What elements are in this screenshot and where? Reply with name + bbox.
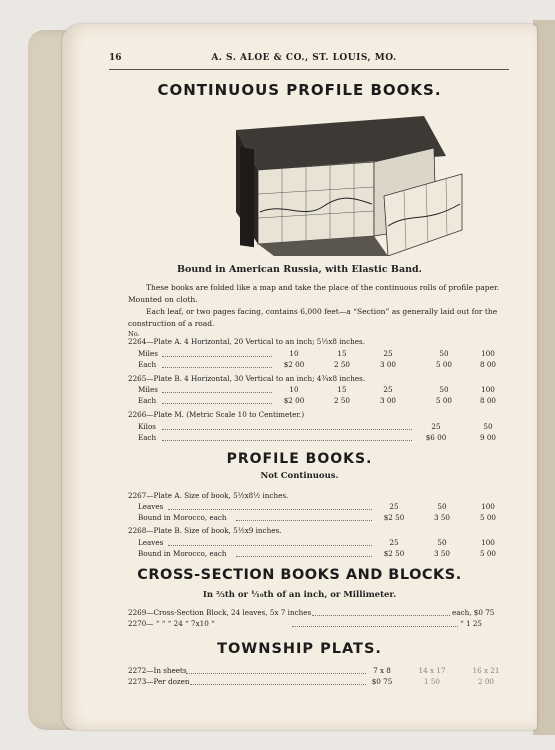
price-cell: 100	[481, 502, 495, 511]
leaves-label: Leaves	[138, 538, 164, 547]
price-cell: 9 00	[479, 433, 496, 442]
leaves-label: Leaves	[138, 502, 164, 511]
leader-dots	[168, 509, 372, 510]
section-title-continuous: CONTINUOUS PROFILE BOOKS.	[157, 81, 442, 99]
description-line-3: Each leaf, or two pages facing, contains 6,000 feet—a “Section” as generally laid out for the	[146, 307, 498, 316]
price-cell: 50	[439, 385, 449, 394]
item-2269: 2269—Cross-Section Block, 24 leaves, 5x 7 inches	[128, 608, 312, 617]
price-cell: 3 00	[379, 396, 396, 405]
binding-caption: Bound in American Russia, with Elastic Band.	[177, 264, 422, 275]
morocco-label: Bound in Morocco, each	[138, 513, 227, 522]
page-number: 16	[109, 53, 122, 63]
miles-label: Miles	[138, 385, 158, 394]
leader-dots	[312, 615, 450, 616]
price-cell: 25	[431, 422, 441, 431]
price-cell: 25	[383, 349, 393, 358]
description-line-4: construction of a road.	[128, 319, 215, 328]
price-cell: 7 x 8	[373, 666, 391, 675]
price-cell: 25	[383, 385, 393, 394]
price-cell: $6 00	[425, 433, 447, 442]
morocco-label: Bound in Morocco, each	[138, 549, 227, 558]
price-cell: 3 00	[379, 360, 396, 369]
price-cell: 50	[437, 502, 447, 511]
price-cell: 5 00	[435, 396, 452, 405]
section-title-township: TOWNSHIP PLATS.	[217, 641, 382, 657]
item-2270: 2270— “ “ “ 24 “ 7x10 “	[128, 619, 215, 628]
price-cell: 8 00	[479, 396, 496, 405]
leader-dots	[236, 556, 372, 557]
leader-dots	[162, 356, 272, 357]
price-cell: 2 00	[477, 677, 494, 686]
price-cell: $2 50	[383, 513, 405, 522]
profile-subtitle: Not Continuous.	[260, 471, 339, 481]
section-title-cross-section: CROSS-SECTION BOOKS AND BLOCKS.	[137, 567, 462, 583]
price-cell: 5 00	[479, 513, 496, 522]
price-cell: 15	[337, 385, 347, 394]
price-cell: 3 50	[433, 513, 450, 522]
cross-section-subtitle: In ⅔th or ¹⁄₁₀th of an inch, or Millimeter.	[202, 590, 397, 600]
price-cell: 5 00	[479, 549, 496, 558]
leader-dots	[162, 367, 272, 368]
kilos-label: Kilos	[138, 422, 156, 431]
price-cell: 100	[481, 538, 495, 547]
leader-dots	[162, 392, 272, 393]
price-cell: 50	[439, 349, 449, 358]
section-title-profile: PROFILE BOOKS.	[226, 451, 373, 467]
price-cell: 15	[337, 349, 347, 358]
each-label: Each	[138, 433, 157, 442]
header-rule	[109, 69, 509, 70]
price-cell: $0 75	[371, 677, 393, 686]
item-2264: 2264—Plate A. 4 Horizontal, 20 Vertical to an inch; 5½x8 inches.	[128, 337, 366, 346]
item-2273: 2273—Per dozen	[128, 677, 190, 686]
price-cell: $2 50	[383, 549, 405, 558]
price-cell: 16 x 21	[472, 666, 500, 675]
price-cell: 3 50	[433, 549, 450, 558]
item-2267: 2267—Plate A. Size of book, 5½x8½ inches.	[128, 491, 289, 500]
description-line-2: Mounted on cloth.	[128, 295, 198, 304]
leader-dots	[168, 545, 372, 546]
item-2266: 2266—Plate M. (Metric Scale 10 to Centimeter.)	[128, 410, 305, 419]
price-cell: $2 00	[283, 396, 305, 405]
price-cell: 25	[389, 538, 399, 547]
price-cell: 50	[483, 422, 493, 431]
leader-dots	[236, 520, 372, 521]
item-2268: 2268—Plate B. Size of book, 5½x9 inches.	[128, 526, 282, 535]
catalog-page	[62, 24, 537, 730]
price-cell: each, $0 75	[452, 608, 495, 617]
price-cell: 2 50	[333, 396, 350, 405]
price-cell: 14 x 17	[418, 666, 446, 675]
leader-dots	[186, 673, 366, 674]
leader-dots	[162, 403, 272, 404]
leader-dots	[162, 440, 412, 441]
price-cell: $2 00	[283, 360, 305, 369]
price-cell: 10	[289, 385, 299, 394]
price-cell: 8 00	[479, 360, 496, 369]
price-cell: 1 50	[423, 677, 440, 686]
each-label: Each	[138, 396, 157, 405]
price-cell: 2 50	[333, 360, 350, 369]
running-header	[109, 53, 499, 67]
price-cell: 50	[437, 538, 447, 547]
leader-dots	[190, 684, 366, 685]
leader-dots	[162, 429, 412, 430]
price-cell: 10	[289, 349, 299, 358]
price-cell: “ 1 25	[460, 619, 482, 628]
firm-name: A. S. ALOE & CO., ST. LOUIS, MO.	[211, 53, 397, 63]
price-cell: 100	[481, 349, 495, 358]
price-cell: 5 00	[435, 360, 452, 369]
item-2265: 2265—Plate B. 4 Horizontal, 30 Vertical to an inch; 4¾x8 inches.	[128, 374, 366, 383]
price-cell: 25	[389, 502, 399, 511]
each-label: Each	[138, 360, 157, 369]
miles-label: Miles	[138, 349, 158, 358]
item-2272: 2272—In sheets	[128, 666, 187, 675]
price-cell: 100	[481, 385, 495, 394]
profile-book-illustration	[174, 108, 464, 256]
leader-dots	[292, 626, 458, 627]
number-column-label: No.	[128, 330, 140, 338]
description-line-1: These books are folded like a map and take the place of the continuous rolls of profile paper.	[146, 283, 500, 292]
